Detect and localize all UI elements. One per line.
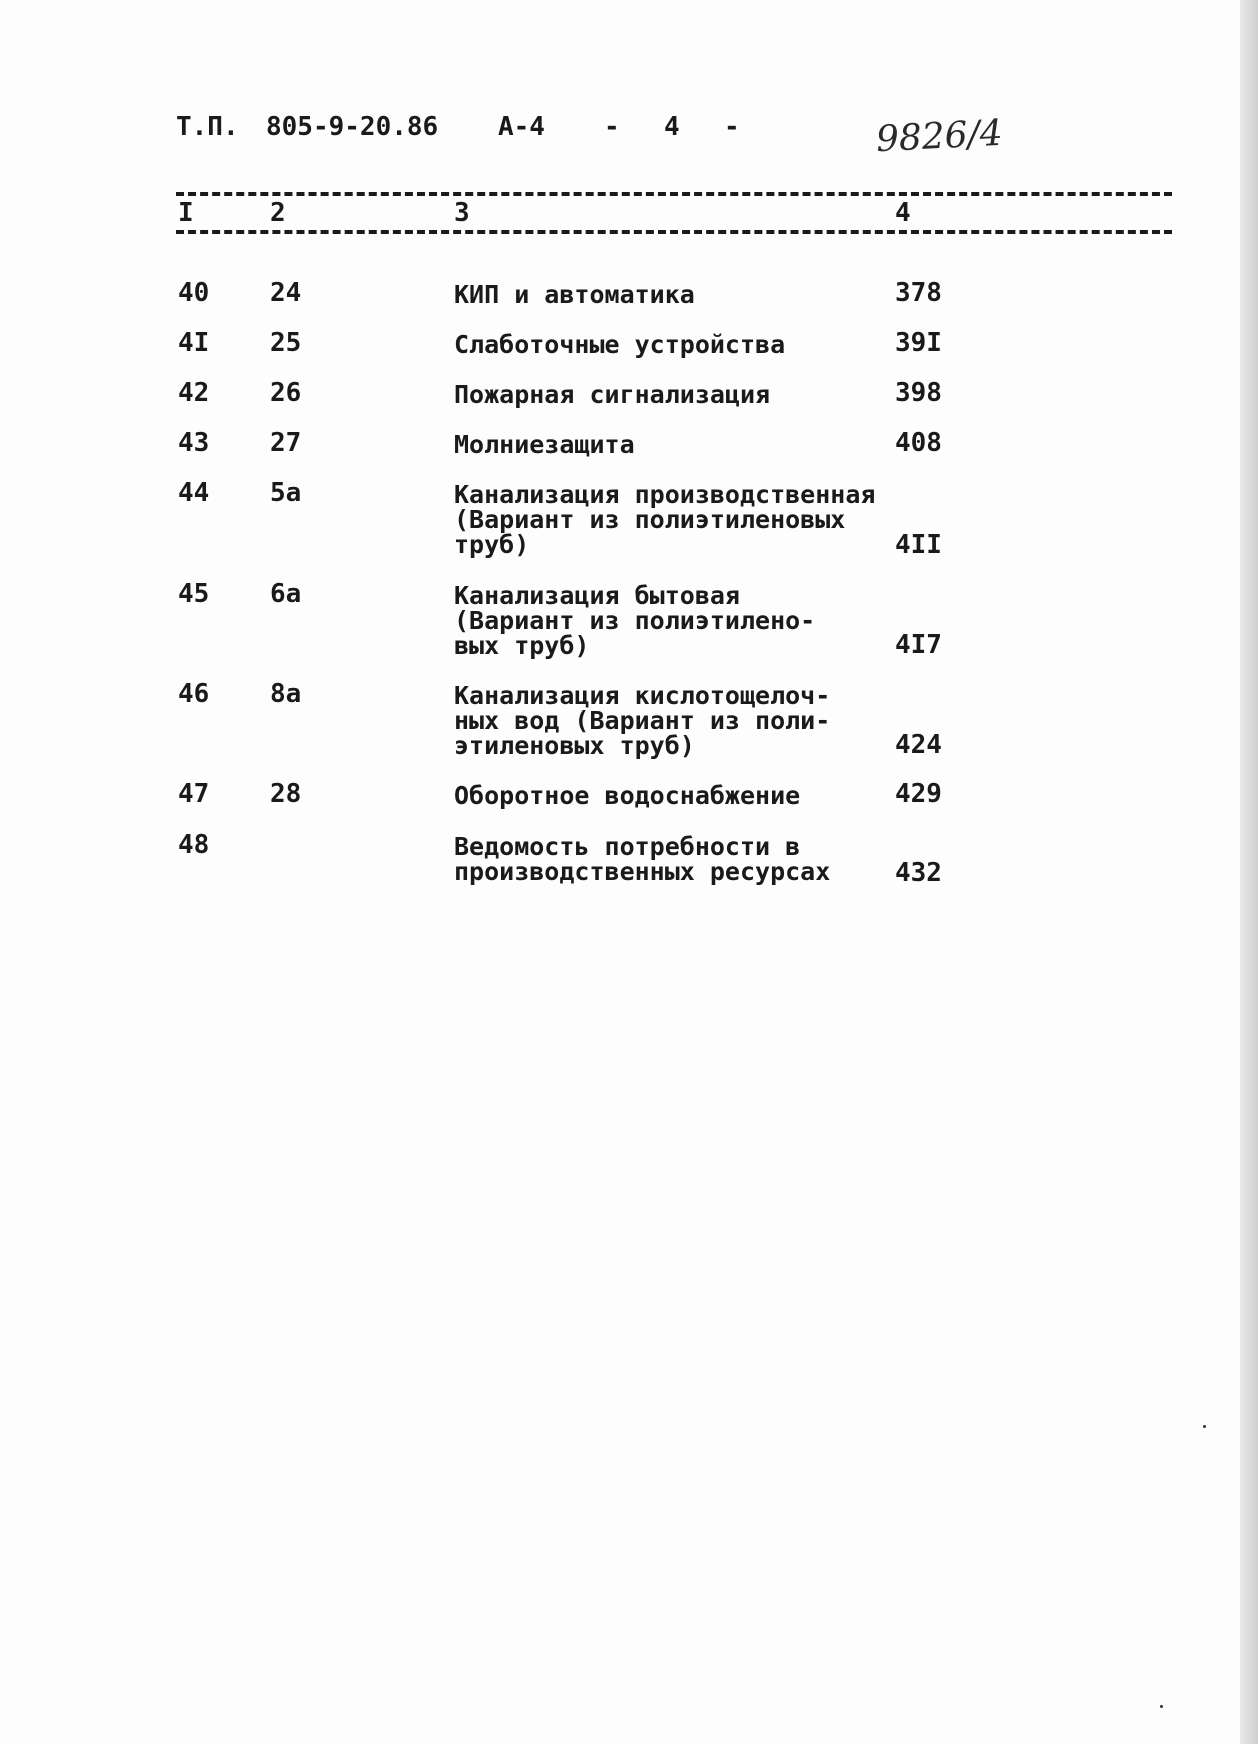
row-title: Канализация кислотощелоч- ных вод (Вариант из поли- этиленовых труб) — [454, 681, 831, 760]
row-title: Ведомость потребности в производственных ресурсах — [454, 832, 831, 886]
column-header-4: 4 — [895, 198, 911, 228]
row-number: 43 — [178, 428, 210, 458]
row-sheet: 27 — [270, 428, 302, 458]
row-title: Канализация производственная (Вариант из полиэтиленовых труб) — [454, 480, 876, 559]
row-title: Пожарная сигнализация — [454, 380, 771, 409]
row-number: 44 — [178, 478, 210, 508]
row-number: 40 — [178, 278, 210, 308]
row-page: 39I — [895, 328, 942, 358]
row-page: 4II — [895, 530, 942, 560]
row-title: КИП и автоматика — [454, 280, 695, 309]
row-page: 408 — [895, 428, 942, 458]
row-sheet: 6а — [270, 579, 302, 609]
row-number: 47 — [178, 779, 210, 809]
header-dash-left: - — [604, 112, 620, 142]
row-number: 46 — [178, 679, 210, 709]
row-title: Оборотное водоснабжение — [454, 781, 801, 810]
row-sheet: 8а — [270, 679, 302, 709]
scan-edge — [1240, 0, 1258, 1744]
row-page: 4I7 — [895, 630, 942, 660]
column-header-1: I — [178, 198, 194, 228]
header-album: А-4 — [498, 112, 545, 142]
row-sheet: 26 — [270, 378, 302, 408]
header-code: 805-9-20.86 — [266, 112, 439, 142]
row-sheet: 5а — [270, 478, 302, 508]
table-header-rule — [176, 230, 1172, 234]
row-number: 48 — [178, 830, 210, 860]
row-page: 424 — [895, 730, 942, 760]
row-number: 4I — [178, 328, 210, 358]
row-sheet: 25 — [270, 328, 302, 358]
row-title: Молниезащита — [454, 430, 635, 459]
row-title: Слаботочные устройства — [454, 330, 786, 359]
handwritten-inventory-number: 9826/4 — [875, 112, 1004, 161]
column-header-2: 2 — [270, 198, 286, 228]
header-prefix: Т.П. — [176, 112, 239, 142]
row-number: 42 — [178, 378, 210, 408]
row-page: 398 — [895, 378, 942, 408]
row-page: 378 — [895, 278, 942, 308]
row-page: 432 — [895, 858, 942, 888]
scan-speck — [1160, 1705, 1163, 1708]
row-sheet: 28 — [270, 779, 302, 809]
row-title: Канализация бытовая (Вариант из полиэтилено- вых труб) — [454, 581, 816, 660]
row-page: 429 — [895, 779, 942, 809]
row-sheet: 24 — [270, 278, 302, 308]
scan-speck — [1203, 1425, 1206, 1428]
row-number: 45 — [178, 579, 210, 609]
column-header-3: 3 — [454, 198, 470, 228]
header-dash-right: - — [724, 112, 740, 142]
header-page-number: 4 — [664, 112, 680, 142]
table-top-rule — [176, 192, 1172, 196]
